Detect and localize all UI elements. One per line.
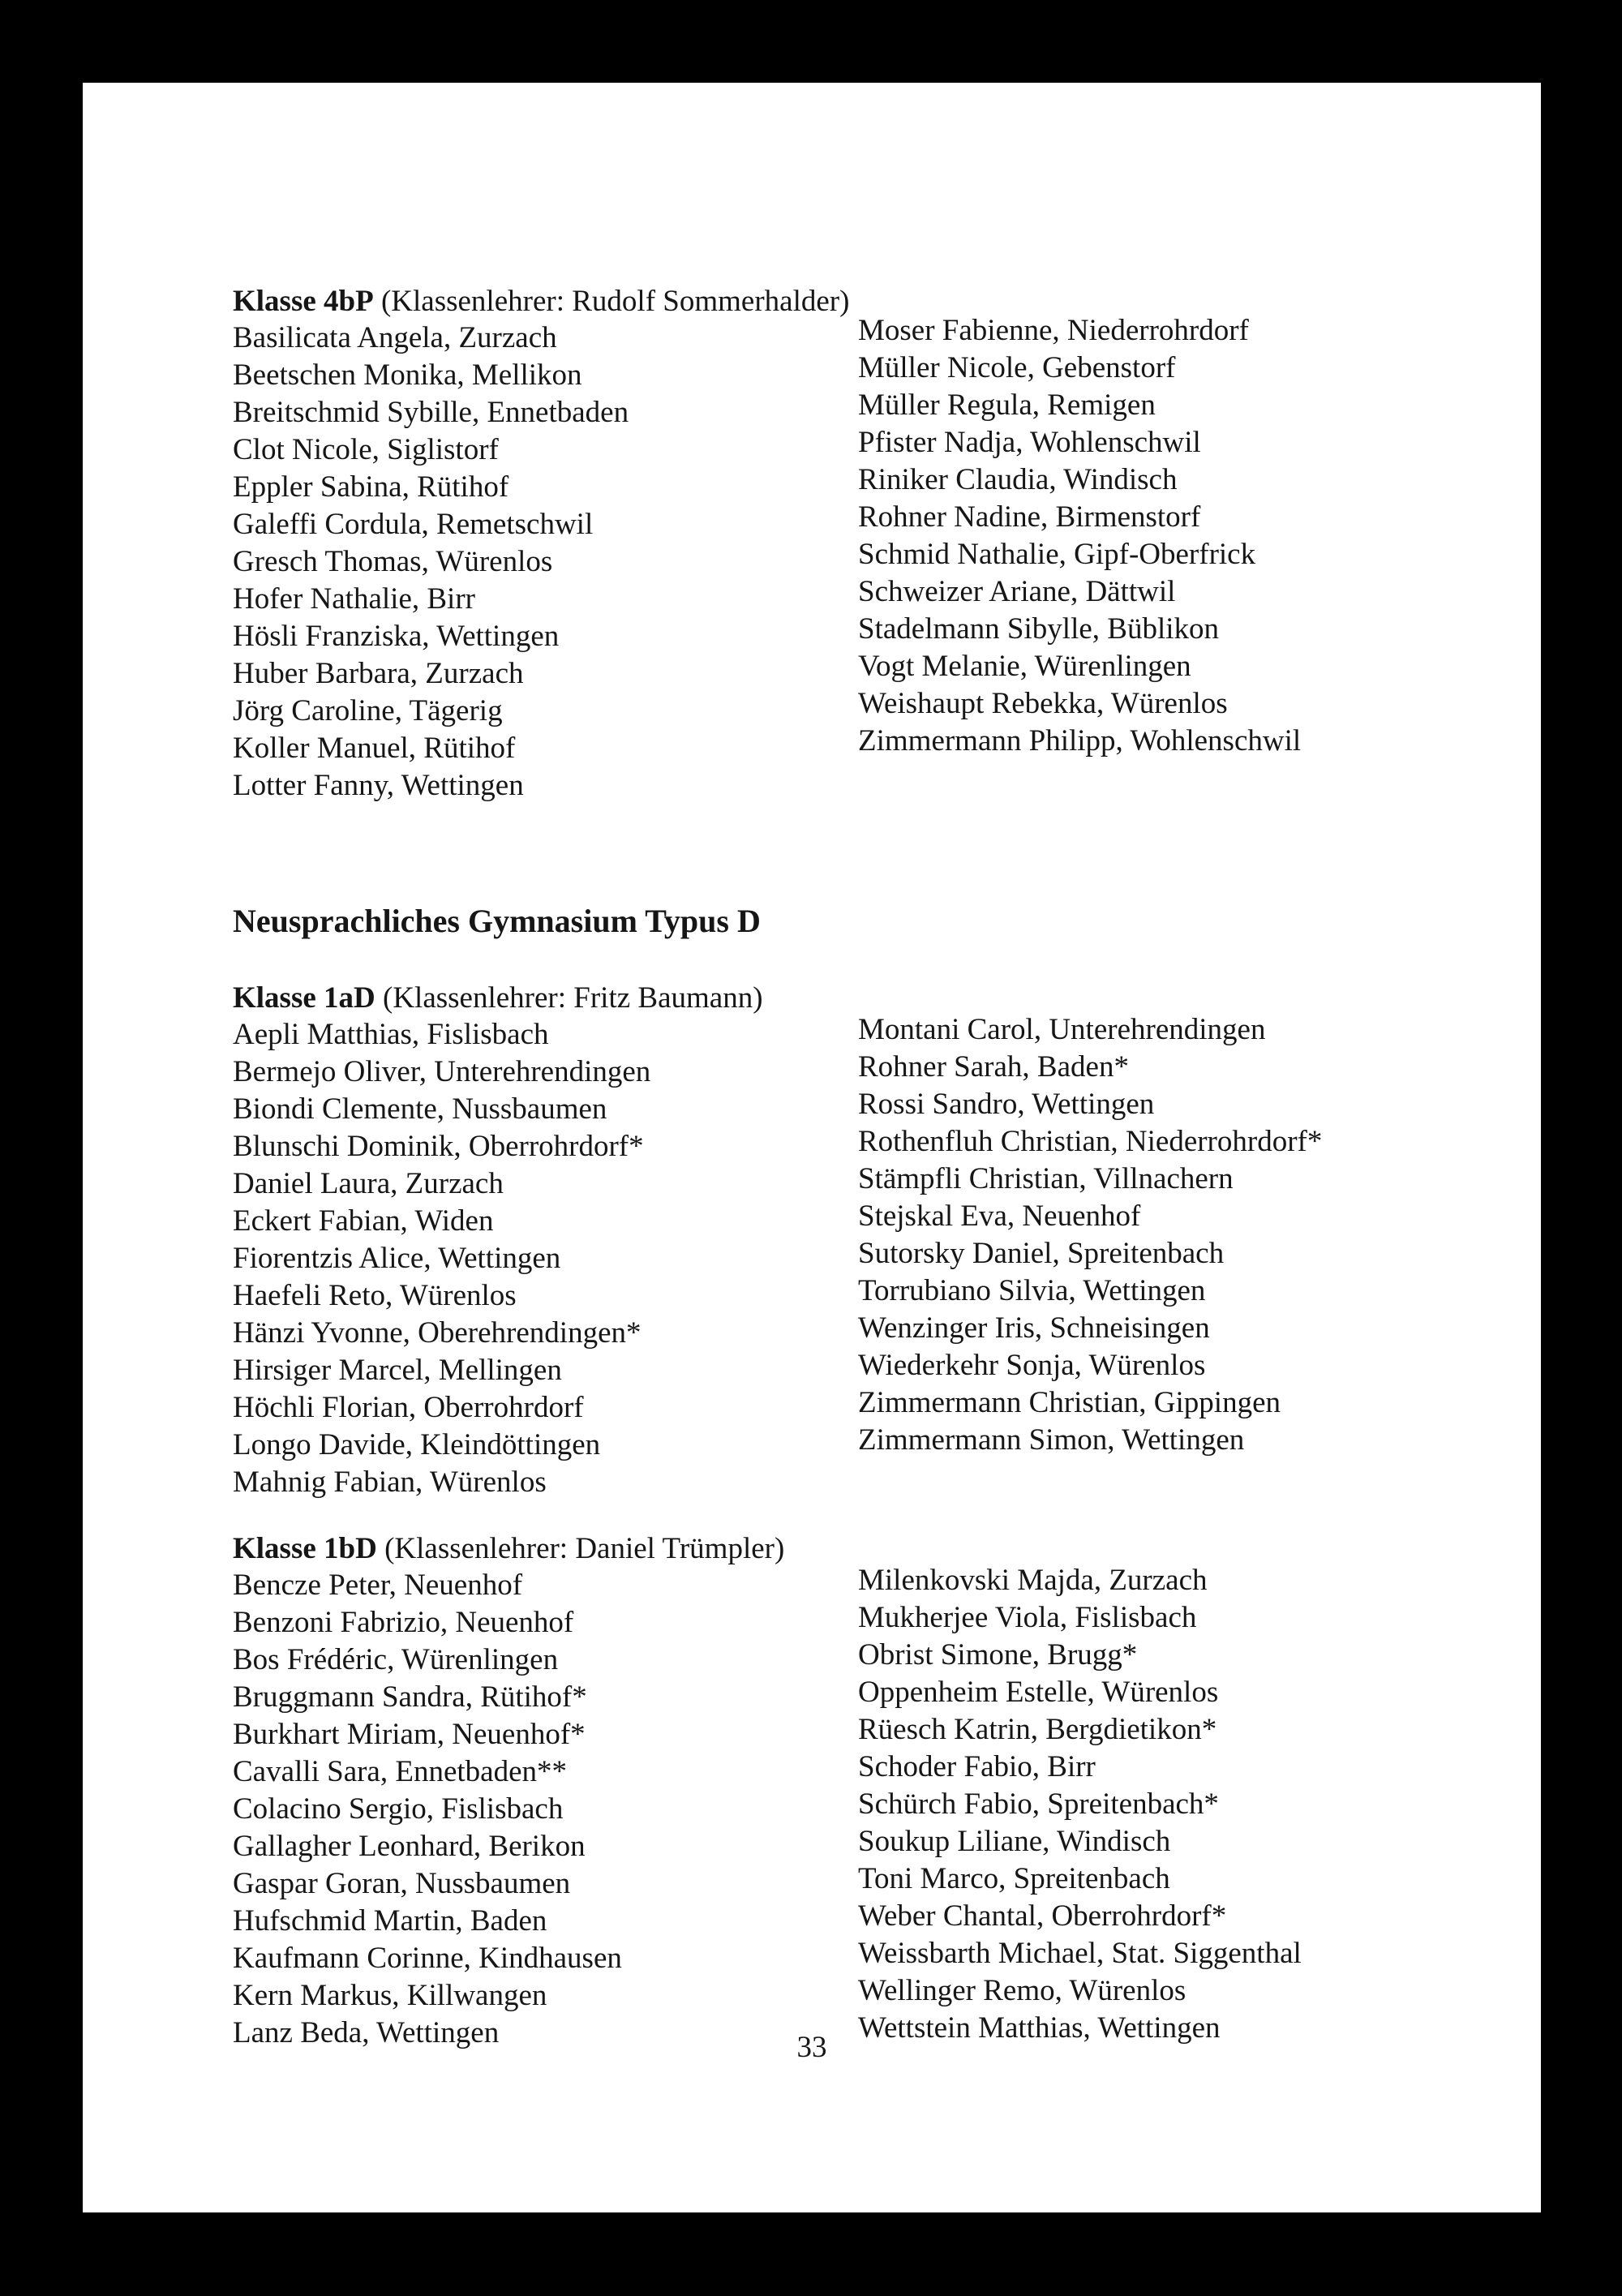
student-entry: Eckert Fabian, Widen [233,1204,494,1238]
student-entry: Burkhart Miriam, Neuenhof* [233,1718,586,1751]
student-entry: Hofer Nathalie, Birr [233,582,475,616]
student-entry: Longo Davide, Kleindöttingen [233,1428,601,1461]
student-entry: Oppenheim Estelle, Würenlos [858,1676,1219,1709]
student-entry: Höchli Florian, Oberrohrdorf [233,1391,584,1424]
student-entry: Fiorentzis Alice, Wettingen [233,1242,561,1275]
student-entry: Bruggmann Sandra, Rütihof* [233,1680,587,1714]
student-entry: Riniker Claudia, Windisch [858,463,1178,496]
class-heading-4bp [233,283,849,320]
class-teacher: (Klassenlehrer: Daniel Trümpler) [384,1532,785,1565]
student-entry: Weishaupt Rebekka, Würenlos [858,687,1228,720]
student-entry: Stejskal Eva, Neuenhof [858,1199,1141,1233]
student-entry: Galeffi Cordula, Remetschwil [233,508,594,541]
student-entry: Rothenfluh Christian, Niederrohrdorf* [858,1125,1323,1158]
student-entry: Weissbarth Michael, Stat. Siggenthal [858,1937,1302,1970]
student-entry: Weber Chantal, Oberrohrdorf* [858,1899,1227,1933]
student-entry: Montani Carol, Unterehrendingen [858,1013,1266,1046]
student-entry: Kern Markus, Killwangen [233,1979,547,2012]
student-entry: Vogt Melanie, Würenlingen [858,650,1191,683]
student-entry: Mahnig Fabian, Würenlos [233,1466,547,1499]
class-teacher: (Klassenlehrer: Fritz Baumann) [383,981,763,1015]
class-teacher: (Klassenlehrer: Rudolf Sommerhalder) [380,285,850,318]
student-entry: Milenkovski Majda, Zurzach [858,1564,1208,1597]
student-entry: Wenzinger Iris, Schneisingen [858,1311,1210,1345]
student-entry: Obrist Simone, Brugg* [858,1638,1138,1672]
student-entry: Gallagher Leonhard, Berikon [233,1830,586,1863]
student-entry: Beetschen Monika, Mellikon [233,358,582,392]
student-entry: Zimmermann Christian, Gippingen [858,1386,1281,1419]
student-entry: Toni Marco, Spreitenbach [858,1862,1170,1895]
student-entry: Aepli Matthias, Fislisbach [233,1018,549,1051]
student-entry: Haefeli Reto, Würenlos [233,1279,517,1312]
student-entry: Kaufmann Corinne, Kindhausen [233,1942,622,1975]
student-entry: Gaspar Goran, Nussbaumen [233,1867,571,1900]
student-entry: Hänzi Yvonne, Oberehrendingen* [233,1316,642,1350]
student-entry: Schweizer Ariane, Dättwil [858,575,1176,608]
class-heading-1ad [233,980,763,1017]
class-name: Klasse 1bD [233,1532,377,1565]
student-entry: Stadelmann Sibylle, Büblikon [858,612,1220,646]
student-list-1ad-right [858,1011,1322,1459]
student-entry: Colacino Sergio, Fislisbach [233,1792,564,1826]
student-entry: Müller Nicole, Gebenstorf [858,351,1176,384]
class-name: Klasse 4bP [233,285,374,318]
student-entry: Clot Nicole, Siglistorf [233,433,499,466]
student-entry: Hösli Franziska, Wettingen [233,620,560,653]
student-entry: Pfister Nadja, Wohlenschwil [858,426,1201,459]
student-entry: Rossi Sandro, Wettingen [858,1088,1155,1121]
student-entry: Wellinger Remo, Würenlos [858,1974,1186,2007]
student-entry: Hufschmid Martin, Baden [233,1904,547,1938]
student-entry: Rüesch Katrin, Bergdietikon* [858,1713,1217,1746]
student-list-4bp-left [233,320,629,805]
student-list-1bd-right [858,1562,1302,2047]
student-entry: Bermejo Oliver, Unterehrendingen [233,1055,651,1088]
student-entry: Zimmermann Simon, Wettingen [858,1423,1245,1457]
student-entry: Rohner Sarah, Baden* [858,1050,1129,1084]
student-list-1bd-left [233,1567,622,2052]
page-number: 33 [796,2031,827,2064]
student-entry: Bos Frédéric, Würenlingen [233,1643,559,1676]
section-title: Neusprachliches Gymnasium Typus D [233,903,761,939]
student-entry: Stämpfli Christian, Villnachern [858,1162,1234,1195]
student-entry: Eppler Sabina, Rütihof [233,470,509,504]
student-entry: Moser Fabienne, Niederrohrdorf [858,314,1249,347]
student-entry: Daniel Laura, Zurzach [233,1167,504,1200]
student-entry: Lotter Fanny, Wettingen [233,769,524,802]
student-entry: Zimmermann Philipp, Wohlenschwil [858,724,1302,757]
student-entry: Bencze Peter, Neuenhof [233,1569,523,1602]
student-entry: Cavalli Sara, Ennetbaden** [233,1755,568,1788]
student-entry: Wiederkehr Sonja, Würenlos [858,1349,1206,1382]
student-entry: Blunschi Dominik, Oberrohrdorf* [233,1130,644,1163]
student-entry: Sutorsky Daniel, Spreitenbach [858,1237,1225,1270]
student-entry: Mukherjee Viola, Fislisbach [858,1601,1197,1634]
student-entry: Biondi Clemente, Nussbaumen [233,1092,607,1126]
student-entry: Koller Manuel, Rütihof [233,732,516,765]
student-entry: Benzoni Fabrizio, Neuenhof [233,1606,574,1639]
student-entry: Torrubiano Silvia, Wettingen [858,1274,1206,1307]
student-entry: Gresch Thomas, Würenlos [233,545,553,578]
student-entry: Wettstein Matthias, Wettingen [858,2011,1221,2045]
class-heading-1bd [233,1530,784,1568]
student-entry: Breitschmid Sybille, Ennetbaden [233,396,629,429]
student-entry: Huber Barbara, Zurzach [233,657,524,690]
student-entry: Rohner Nadine, Birmenstorf [858,500,1201,534]
student-entry: Jörg Caroline, Tägerig [233,694,503,727]
student-entry: Schürch Fabio, Spreitenbach* [858,1787,1219,1821]
class-name: Klasse 1aD [233,981,375,1015]
student-entry: Soukup Liliane, Windisch [858,1825,1171,1858]
document-page [83,83,1541,2212]
student-list-4bp-right [858,312,1301,760]
student-list-1ad-left [233,1016,650,1501]
student-entry: Schmid Nathalie, Gipf-Oberfrick [858,538,1256,571]
student-entry: Müller Regula, Remigen [858,388,1156,422]
student-entry: Basilicata Angela, Zurzach [233,321,557,354]
student-entry: Lanz Beda, Wettingen [233,2016,500,2049]
student-entry: Schoder Fabio, Birr [858,1750,1096,1783]
student-entry: Hirsiger Marcel, Mellingen [233,1354,562,1387]
